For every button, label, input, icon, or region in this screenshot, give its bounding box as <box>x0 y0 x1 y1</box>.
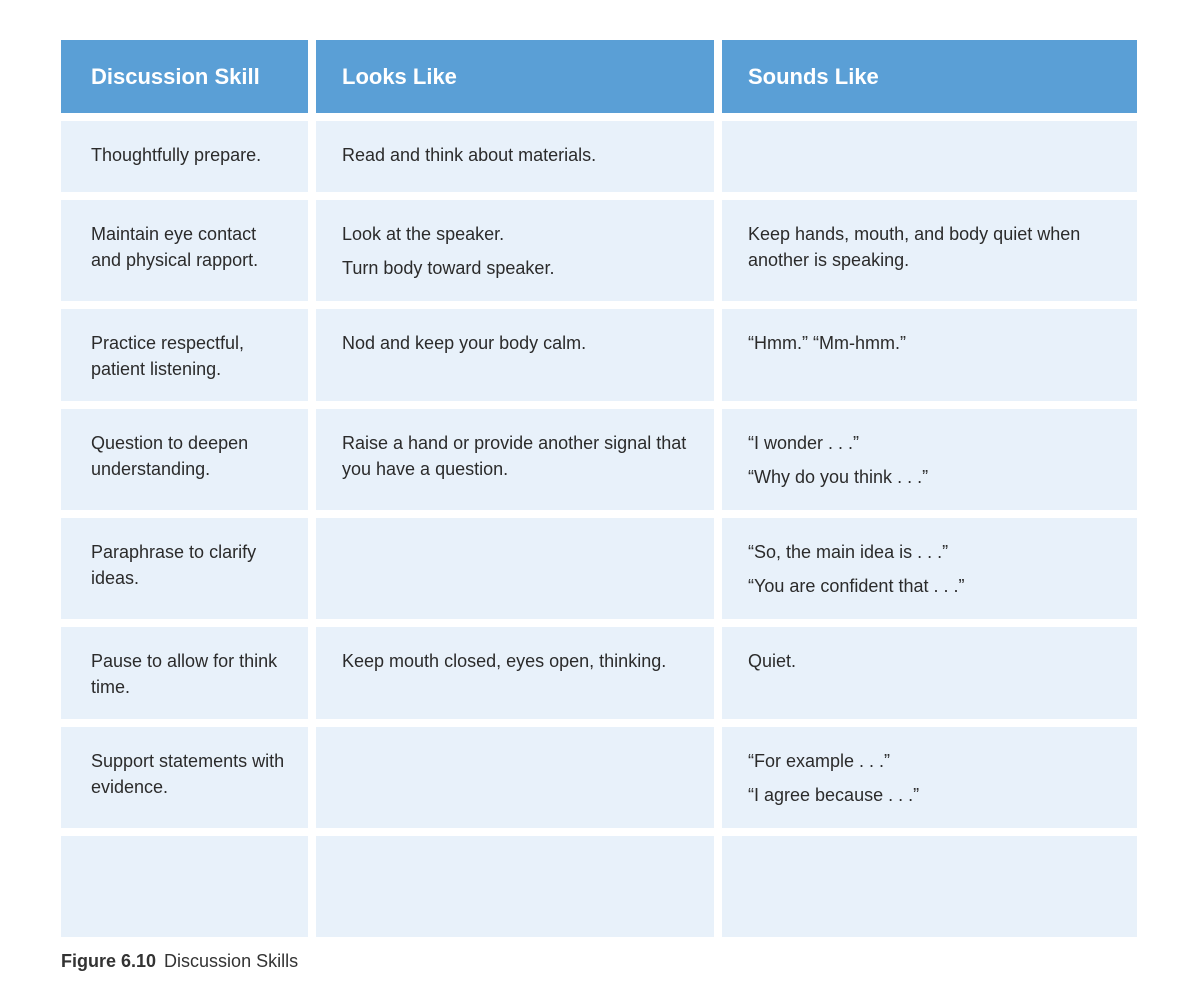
sounds-like-cell <box>722 727 1137 828</box>
cell-line: “For example . . .” <box>748 751 891 771</box>
cell-line: Keep hands, mouth, and body quiet when another is speaking. <box>748 224 1081 270</box>
looks-like-cell <box>316 518 714 619</box>
skill-cell: Support statements with evidence. <box>61 727 308 828</box>
cell-line: “Hmm.” “Mm-hmm.” <box>748 333 906 353</box>
looks-like-cell <box>316 121 714 192</box>
skill-cell: Maintain eye contact and physical rapport. <box>61 200 308 301</box>
figure-label: Figure 6.10 <box>61 951 157 971</box>
looks-like-cell <box>316 727 714 828</box>
figure-title: Discussion Skills <box>164 951 299 971</box>
discussion-skills-table <box>61 40 1137 937</box>
header-looks-like: Looks Like <box>316 40 714 113</box>
cell-line: Turn body toward speaker. <box>342 258 555 278</box>
looks-like-cell <box>316 836 714 937</box>
header-sounds-like: Sounds Like <box>722 40 1137 113</box>
cell-line: “I agree because . . .” <box>748 785 920 805</box>
skill-cell <box>61 836 308 937</box>
cell-line: “So, the main idea is . . .” <box>748 542 949 562</box>
skill-cell: Paraphrase to clarify ideas. <box>61 518 308 619</box>
skill-cell: Question to deepen understanding. <box>61 409 308 510</box>
cell-line: Read and think about materials. <box>342 145 597 165</box>
looks-like-cell <box>316 309 714 401</box>
cell-line: Quiet. <box>748 651 797 671</box>
sounds-like-cell <box>722 518 1137 619</box>
cell-line: “I wonder . . .” <box>748 433 860 453</box>
looks-like-cell <box>316 200 714 301</box>
sounds-like-cell <box>722 409 1137 510</box>
cell-line: Keep mouth closed, eyes open, thinking. <box>342 651 667 671</box>
cell-line: “You are confident that . . .” <box>748 576 965 596</box>
sounds-like-cell <box>722 200 1137 301</box>
skill-cell: Pause to allow for think time. <box>61 627 308 719</box>
sounds-like-cell <box>722 121 1137 192</box>
cell-line: Look at the speaker. <box>342 224 505 244</box>
skill-cell: Practice respectful, patient listening. <box>61 309 308 401</box>
cell-line: “Why do you think . . .” <box>748 467 929 487</box>
looks-like-cell <box>316 409 714 510</box>
header-discussion-skill: Discussion Skill <box>61 40 308 113</box>
figure-caption <box>61 951 298 972</box>
sounds-like-cell <box>722 627 1137 719</box>
cell-line: Nod and keep your body calm. <box>342 333 587 353</box>
sounds-like-cell <box>722 836 1137 937</box>
looks-like-cell <box>316 627 714 719</box>
skill-cell: Thoughtfully prepare. <box>61 121 308 192</box>
cell-line: Raise a hand or provide another signal that you have a question. <box>342 433 687 479</box>
sounds-like-cell <box>722 309 1137 401</box>
